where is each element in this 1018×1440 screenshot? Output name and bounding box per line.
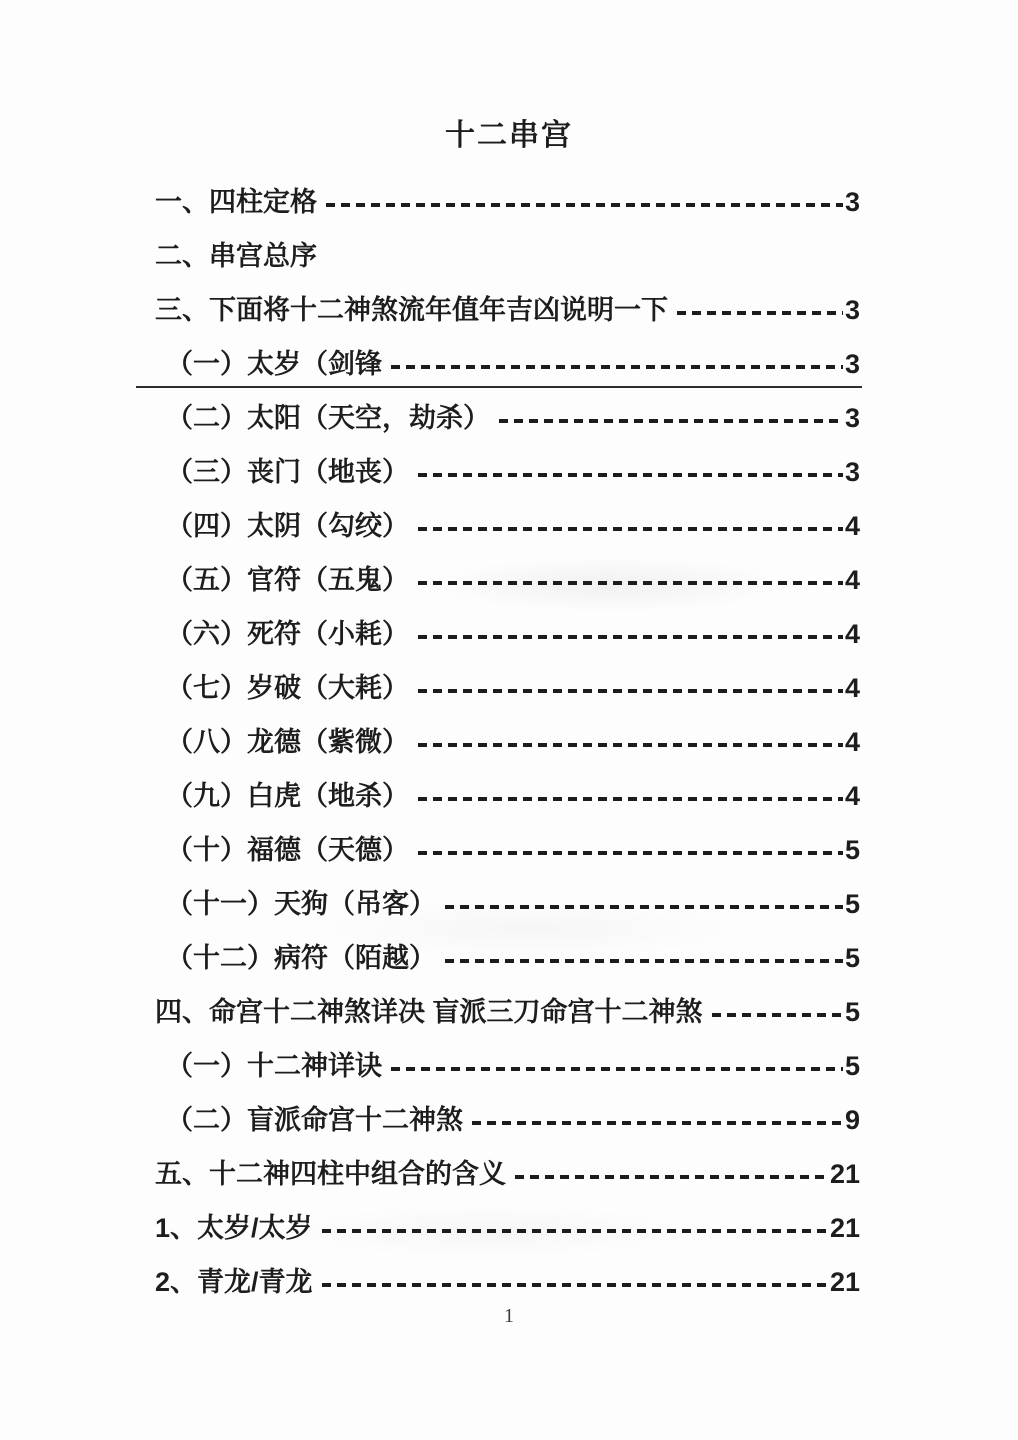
dash-leader <box>391 349 843 379</box>
toc-entry-1 <box>155 187 860 241</box>
dash-leader <box>712 997 843 1027</box>
toc-entry-6 <box>155 457 860 511</box>
toc-entry-page: 4 <box>844 673 860 703</box>
dash-leader <box>418 511 843 541</box>
toc-entry-7 <box>155 511 860 565</box>
toc-entry-4 <box>155 349 860 403</box>
toc-entry-page: 21 <box>829 1213 860 1243</box>
toc-entry-page: 4 <box>844 565 860 595</box>
toc-entry-label: 一、四柱定格 <box>155 187 317 217</box>
toc-entry-page: 3 <box>844 457 860 487</box>
toc-entry-page: 4 <box>844 619 860 649</box>
toc-entry-21 <box>155 1267 860 1321</box>
toc-entry-page: 5 <box>844 835 860 865</box>
toc-entry-label: （一）太岁（剑锋 <box>166 349 382 379</box>
dash-leader <box>499 403 843 433</box>
dash-leader <box>472 1105 843 1135</box>
dash-leader <box>418 727 843 757</box>
toc-entry-11 <box>155 727 860 781</box>
toc-entry-13 <box>155 835 860 889</box>
toc-entry-page: 5 <box>844 997 860 1027</box>
toc-entry-label: 四、命宫十二神煞详决 盲派三刀命宫十二神煞 <box>155 997 703 1027</box>
toc-entry-5 <box>155 403 860 457</box>
toc-entry-2 <box>155 241 860 295</box>
dash-leader <box>391 1051 843 1081</box>
dash-leader <box>418 457 843 487</box>
toc-entry-18 <box>155 1105 860 1159</box>
toc-entry-20 <box>155 1213 860 1267</box>
toc-entry-16 <box>155 997 860 1051</box>
toc-entry-label: 1、太岁/太岁 <box>155 1213 313 1243</box>
toc-entry-15 <box>155 943 860 997</box>
toc-entry-label: （二）盲派命宫十二神煞 <box>166 1105 463 1135</box>
toc-entry-label: 五、十二神四柱中组合的含义 <box>155 1159 506 1189</box>
dash-leader <box>322 1213 828 1243</box>
toc-entry-page: 21 <box>829 1159 860 1189</box>
dash-leader <box>515 1159 828 1189</box>
dash-leader <box>326 187 843 217</box>
toc-list <box>0 187 1018 1321</box>
toc-entry-page: 4 <box>844 727 860 757</box>
toc-entry-9 <box>155 619 860 673</box>
dash-leader <box>418 565 843 595</box>
toc-entry-17 <box>155 1051 860 1105</box>
toc-entry-label: 2、青龙/青龙 <box>155 1267 313 1297</box>
dash-leader <box>418 781 843 811</box>
toc-entry-label: （五）官符（五鬼） <box>166 565 409 595</box>
dash-leader <box>445 889 843 919</box>
toc-entry-label: （八）龙德（紫微） <box>166 727 409 757</box>
toc-entry-label: （二）太阳（天空，劫杀） <box>166 403 490 433</box>
dash-leader <box>322 1267 828 1297</box>
toc-entry-label: （四）太阴（勾绞） <box>166 511 409 541</box>
toc-entry-page: 5 <box>844 1051 860 1081</box>
toc-entry-page: 3 <box>844 403 860 433</box>
dash-leader <box>326 241 858 271</box>
toc-entry-page: 4 <box>844 781 860 811</box>
toc-entry-label: 二、串宫总序 <box>155 241 317 271</box>
page-title: 十二串宫 <box>445 119 573 152</box>
dash-leader <box>418 835 843 865</box>
footer-page-number: 1 <box>504 1305 514 1327</box>
toc-entry-10 <box>155 673 860 727</box>
toc-entry-page: 21 <box>829 1267 860 1297</box>
toc-entry-label: （七）岁破（大耗） <box>166 673 409 703</box>
dash-leader <box>418 619 843 649</box>
toc-entry-3 <box>155 295 860 349</box>
toc-entry-label: （九）白虎（地杀） <box>166 781 409 811</box>
toc-entry-page: 3 <box>844 295 860 325</box>
dash-leader <box>677 295 843 325</box>
toc-entry-label: （六）死符（小耗） <box>166 619 409 649</box>
toc-entry-label: （一）十二神详诀 <box>166 1051 382 1081</box>
toc-entry-page: 4 <box>844 511 860 541</box>
toc-entry-page: 9 <box>844 1105 860 1135</box>
toc-entry-8 <box>155 565 860 619</box>
toc-entry-14 <box>155 889 860 943</box>
toc-entry-19 <box>155 1159 860 1213</box>
toc-entry-label: （十一）天狗（吊客） <box>166 889 436 919</box>
dash-leader <box>445 943 843 973</box>
toc-entry-page: 3 <box>844 187 860 217</box>
toc-entry-12 <box>155 781 860 835</box>
toc-entry-label: （三）丧门（地丧） <box>166 457 409 487</box>
toc-entry-page: 5 <box>844 889 860 919</box>
toc-entry-label: （十二）病符（陌越） <box>166 943 436 973</box>
toc-entry-label: 三、下面将十二神煞流年值年吉凶说明一下 <box>155 295 668 325</box>
toc-entry-label: （十）福德（天德） <box>166 835 409 865</box>
dash-leader <box>418 673 843 703</box>
toc-entry-page: 5 <box>844 943 860 973</box>
toc-entry-page: 3 <box>844 349 860 379</box>
